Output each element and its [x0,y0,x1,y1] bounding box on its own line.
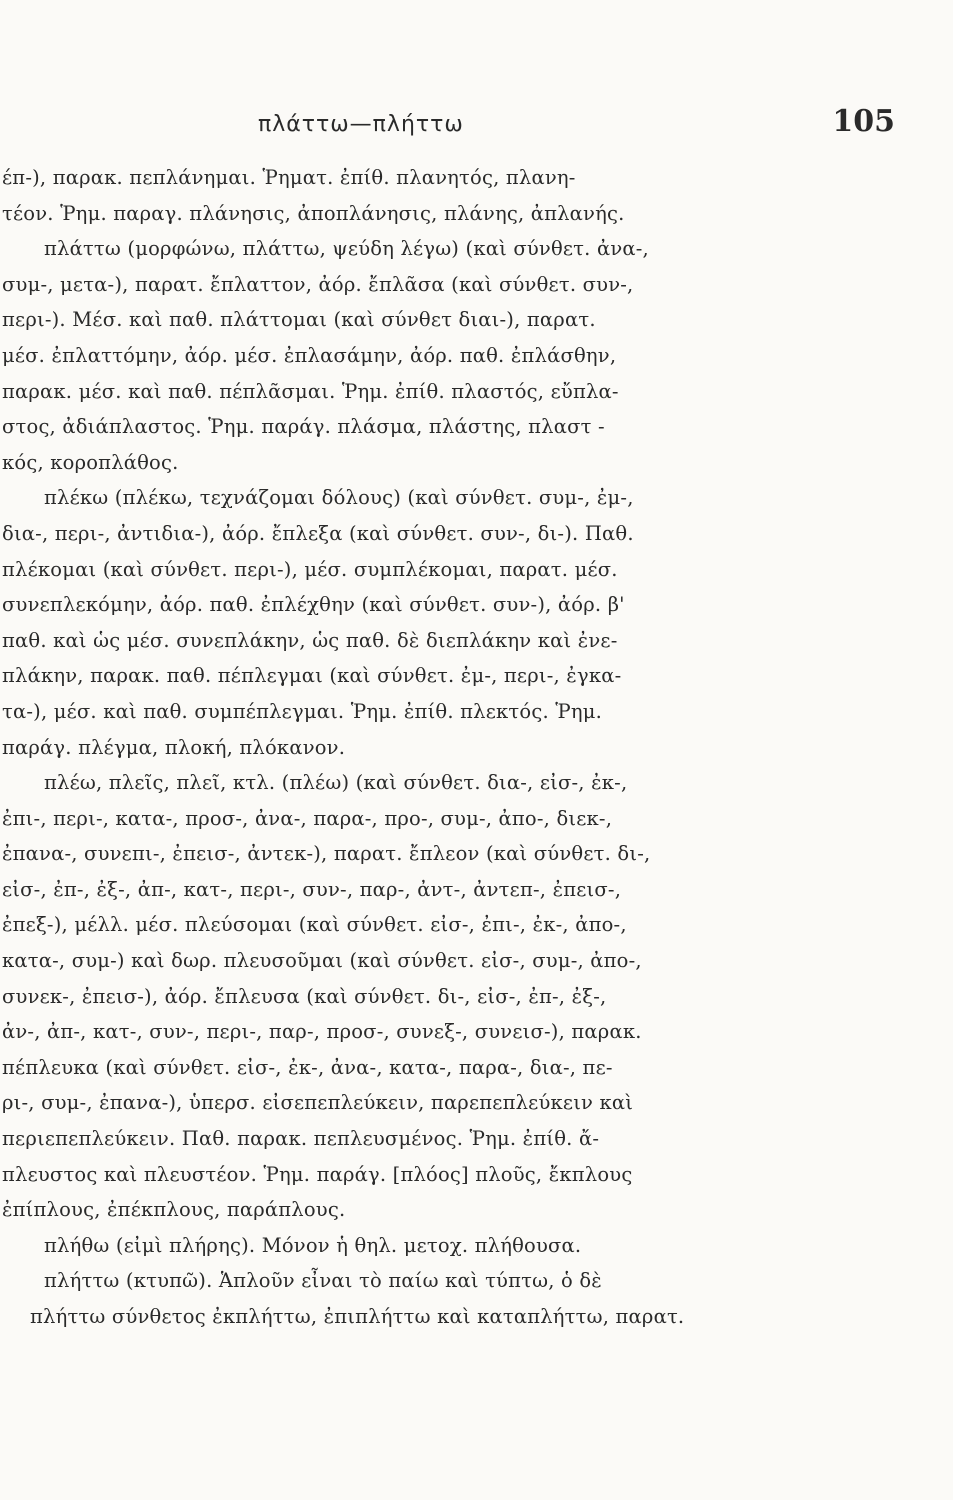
entry-plettw: πλήττω (κτυπῶ). Ἁπλοῦν εἶναι τὸ παίω καὶ τύπτω, ὁ δὲ [44,1269,602,1293]
entry-plattw: πλάττω (μορφώνω, πλάττω, ψεύδη λέγω) (καὶ σύνθετ. ἀνα-, [44,237,649,261]
text-line: περιεπεπλεύκειν. Παθ. παρακ. πεπλευσμένος. Ῥημ. ἐπίθ. ἄ- [2,1127,600,1151]
entry-plekw: πλέκω (πλέκω, τεχνάζομαι δόλους) (καὶ σύνθετ. συμ-, ἐμ-, [44,486,634,510]
text-line: παράγ. πλέγμα, πλοκή, πλόκανον. [2,735,346,759]
entry-plew: πλέω, πλεῖς, πλεῖ, κτλ. (πλέω) (καὶ σύνθετ. δια-, εἰσ-, ἐκ-, [44,771,628,795]
text-line: πέπλευκα (καὶ σύνθετ. εἰσ-, ἐκ-, ἀνα-, κατα-, παρα-, δια-, πε- [2,1055,613,1079]
text-line: στος, ἀδιάπλαστος. Ῥημ. παράγ. πλάσμα, πλάστης, πλαστ - [2,415,605,439]
text-line: ἐπεξ-), μέλλ. μέσ. πλεύσομαι (καὶ σύνθετ. εἰσ-, ἐπι-, ἐκ-, ἀπο-, [2,913,627,937]
text-line: συμ-, μετα-), παρατ. ἔπλαττον, ἀόρ. ἔπλᾶσα (καὶ σύνθετ. συν-, [2,272,634,296]
text-line: πλάκην, παρακ. παθ. πέπλεγμαι (καὶ σύνθετ. ἐμ-, περι-, ἐγκα- [2,664,622,688]
text-line: μέσ. ἐπλαττόμην, ἀόρ. μέσ. ἐπλασάμην, ἀόρ. παθ. ἐπλάσθην, [2,343,617,367]
page-number: 105 [832,104,895,139]
text-line: ἐπανα-, συνεπι-, ἐπεισ-, ἀντεκ-), παρατ. ἔπλεον (καὶ σύνθετ. δι-, [2,842,651,866]
text-line: παρακ. μέσ. καὶ παθ. πέπλᾶσμαι. Ῥημ. ἐπίθ. πλαστός, εὔπλα- [2,379,619,403]
text-line: δια-, περι-, ἀντιδια-), ἀόρ. ἔπλεξα (καὶ σύνθετ. συν-, δι-). Παθ. [2,521,634,545]
text-line: πλέκομαι (καὶ σύνθετ. περι-), μέσ. συμπλέκομαι, παρατ. μέσ. [2,557,618,581]
entry-plethw: πλήθω (εἰμὶ πλήρης). Μόνον ἡ θηλ. μετοχ. πλήθουσα. [44,1233,582,1257]
text-line: ἐπι-, περι-, κατα-, προσ-, ἀνα-, παρα-, προ-, συμ-, ἀπο-, διεκ-, [2,806,613,830]
body-text [0,160,940,1335]
text-line: πλευστος καὶ πλευστέον. Ῥημ. παράγ. [πλόος] πλοῦς, ἔκπλους [2,1162,633,1186]
text-line: πλήττω σύνθετος ἐκπλήττω, ἐπιπλήττω καὶ καταπλήττω, παρατ. [30,1305,685,1328]
text-line: συνεπλεκόμην, ἀόρ. παθ. ἐπλέχθην (καὶ σύνθετ. συν-), ἀόρ. β' [2,593,625,617]
text-line: συνεκ-, ἐπεισ-), ἀόρ. ἔπλευσα (καὶ σύνθετ. δι-, εἰσ-, ἐπ-, ἐξ-, [2,984,607,1008]
text-line: κός, κοροπλάθος. [2,450,179,474]
text-line: ἐπίπλους, ἐπέκπλους, παράπλους. [2,1198,346,1222]
text-line: ρι-, συμ-, ἐπανα-), ὑπερσ. εἰσεπεπλεύκειν, παρεπεπλεύκειν καὶ [2,1091,634,1115]
text-line: έπ-), παρακ. πεπλάνημαι. Ῥηματ. ἐπίθ. πλανητός, πλανη- [2,166,576,189]
text-line: περι-). Μέσ. καὶ παθ. πλάττομαι (καὶ σύνθετ διαι-), παρατ. [2,308,596,332]
text-line: ἀν-, ἀπ-, κατ-, συν-, περι-, παρ-, προσ-, συνεξ-, συνεισ-), παρακ. [2,1020,642,1044]
text-line: τα-), μέσ. καὶ παθ. συμπέπλεγμαι. Ῥημ. ἐπίθ. πλεκτός. Ῥημ. [2,699,603,723]
text-line: εἰσ-, ἐπ-, ἐξ-, ἀπ-, κατ-, περι-, συν-, παρ-, ἀντ-, ἀντεπ-, ἐπεισ-, [2,877,622,901]
text-line: τέον. Ῥημ. παραγ. πλάνησις, ἀποπλάνησις, πλάνης, ἀπλανής. [2,201,625,225]
text-line: κατα-, συμ-) καὶ δωρ. πλευσοῦμαι (καὶ σύνθετ. εἰσ-, συμ-, ἀπο-, [2,949,642,973]
text-line: παθ. καὶ ὡς μέσ. συνεπλάκην, ὡς παθ. δὲ διεπλάκην καὶ ἐνε- [2,628,618,652]
running-head [0,104,953,146]
running-title: πλάττω—πλήττω [258,112,464,137]
